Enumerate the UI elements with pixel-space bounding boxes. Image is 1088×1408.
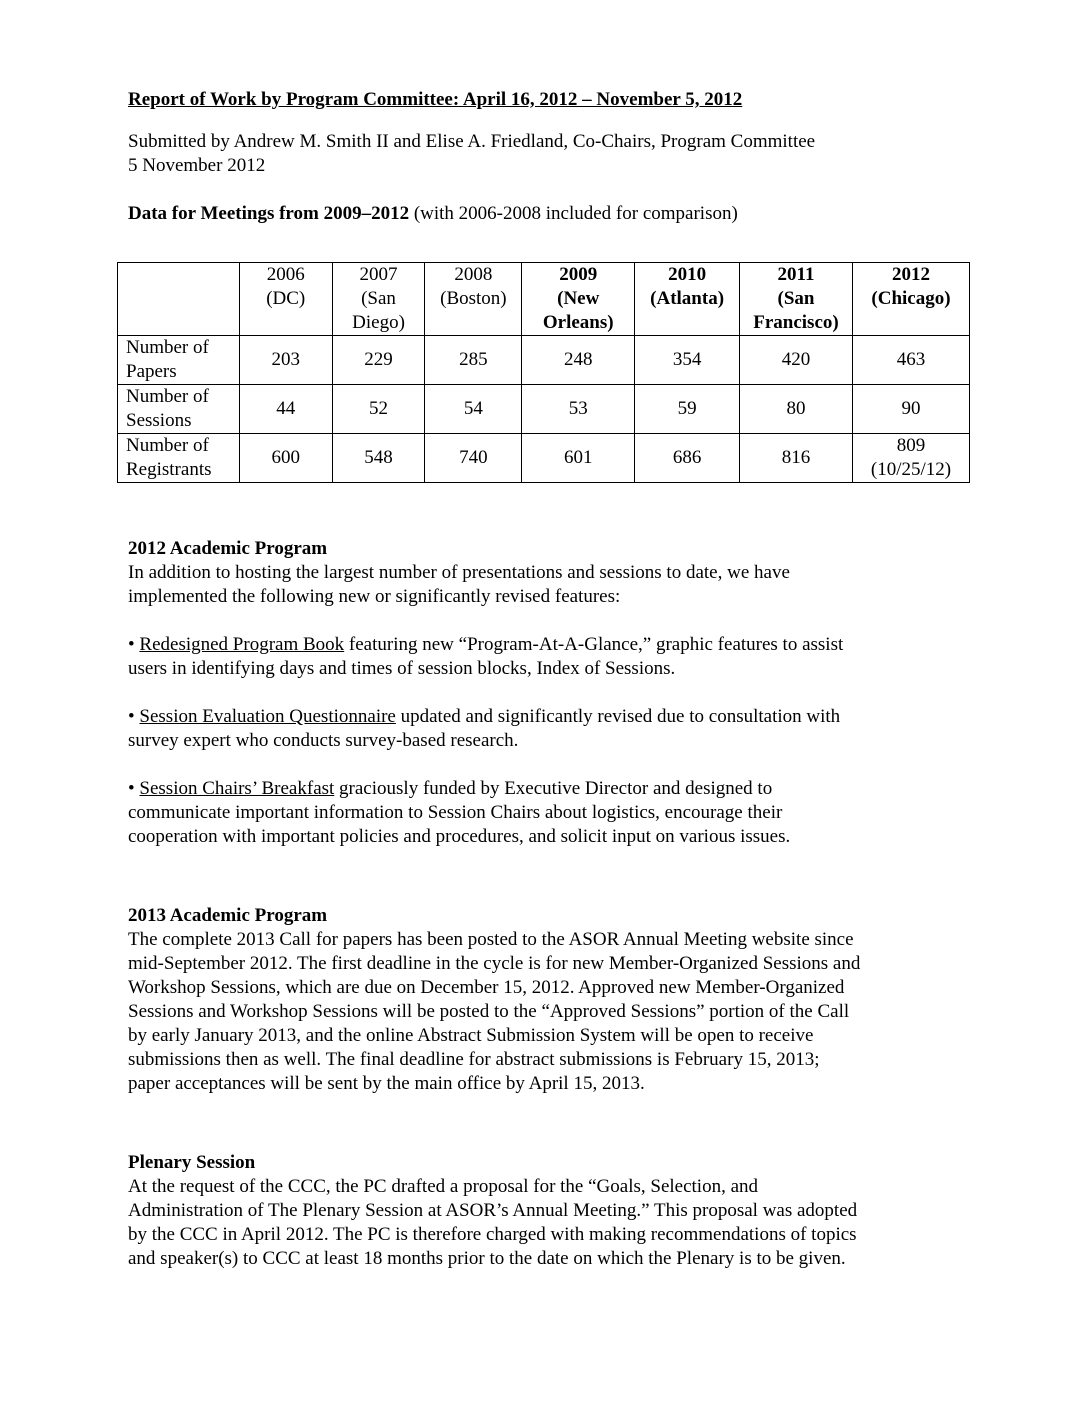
section-2013-program — [128, 904, 968, 1096]
table-cell: 53 — [522, 385, 635, 434]
bullet-line: survey expert who conducts survey-based research. — [128, 730, 519, 751]
header-year: 2012 — [891, 264, 930, 285]
section-2012-program — [128, 537, 968, 849]
table-cell: 59 — [635, 385, 740, 434]
row-label: Number of Papers — [118, 336, 240, 385]
bullet-link[interactable]: Session Evaluation Questionnaire — [139, 706, 396, 727]
table-cell: 548 — [332, 434, 425, 483]
table-header-row — [118, 263, 970, 336]
header-col-2007 — [332, 263, 425, 336]
table-cell: 229 — [332, 336, 425, 385]
bullet-chairs-breakfast — [128, 777, 968, 849]
header-year: 2009 — [559, 264, 598, 285]
header-year: 2007 — [359, 264, 398, 285]
paragraph-line: implemented the following new or significantly revised features: — [128, 586, 621, 607]
bullet-line: • Session Chairs’ Breakfast graciously funded by Executive Director and designed to — [128, 778, 773, 799]
header-col-2010 — [635, 263, 740, 336]
table-cell: 90 — [852, 385, 969, 434]
header-col-2008 — [425, 263, 522, 336]
row-label: Number of Registrants — [118, 434, 240, 483]
header-col-2012 — [852, 263, 969, 336]
report-date: 5 November 2012 — [128, 155, 266, 176]
paragraph-line: and speaker(s) to CCC at least 18 months prior to the date on which the Plenary is to be given. — [128, 1248, 846, 1269]
table-cell: 52 — [332, 385, 425, 434]
bullet-text: updated and significantly revised due to consultation with — [395, 706, 841, 727]
header-place: (New Orleans) — [542, 288, 614, 333]
table-cell: 601 — [522, 434, 635, 483]
table-cell: 816 — [740, 434, 853, 483]
paragraph-line: mid-September 2012. The first deadline in the cycle is for new Member-Organized Sessions and — [128, 953, 861, 974]
header-col-2009 — [522, 263, 635, 336]
table-cell: 354 — [635, 336, 740, 385]
paragraph-line: submissions then as well. The final deadline for abstract submissions is February 15, 2013; — [128, 1049, 820, 1070]
row-label: Number of Sessions — [118, 385, 240, 434]
bullet-program-book — [128, 633, 968, 681]
submitted-by: Submitted by Andrew M. Smith II and Elise A. Friedland, Co-Chairs, Program Committee — [128, 131, 816, 152]
paragraph-line: Workshop Sessions, which are due on December 15, 2012. Approved new Member-Organized — [128, 977, 845, 998]
bullet-line: communicate important information to Session Chairs about logistics, encourage their — [128, 802, 783, 823]
header-place: (DC) — [266, 288, 306, 309]
table-cell: 463 — [852, 336, 969, 385]
table-row-registrants — [118, 434, 970, 483]
paragraph-line: paper acceptances will be sent by the main office by April 15, 2013. — [128, 1073, 645, 1094]
table-cell: 54 — [425, 385, 522, 434]
header-year: 2011 — [777, 264, 815, 285]
data-heading-rest: (with 2006-2008 included for comparison) — [409, 203, 738, 224]
data-heading-bold: Data for Meetings from 2009–2012 — [128, 203, 410, 224]
header-col-2006 — [239, 263, 332, 336]
section-heading: 2013 Academic Program — [128, 905, 328, 926]
bullet-link[interactable]: Redesigned Program Book — [139, 634, 345, 655]
table-cell: 600 — [239, 434, 332, 483]
paragraph-line: The complete 2013 Call for papers has been posted to the ASOR Annual Meeting website since — [128, 929, 854, 950]
paragraph-line: Administration of The Plenary Session at ASOR’s Annual Meeting.” This proposal was adopted — [128, 1200, 858, 1221]
table-cell: 203 — [239, 336, 332, 385]
paragraph-line: by early January 2013, and the online Abstract Submission System will be open to receive — [128, 1025, 814, 1046]
bullet-line: users in identifying days and times of session blocks, Index of Sessions. — [128, 658, 676, 679]
section-heading: 2012 Academic Program — [128, 538, 328, 559]
table-cell: 285 — [425, 336, 522, 385]
section-heading: Plenary Session — [128, 1152, 256, 1173]
bullet-text: featuring new “Program-At-A-Glance,” graphic features to assist — [344, 634, 844, 655]
bullet-line: • Session Evaluation Questionnaire updated and significantly revised due to consultation with — [128, 706, 841, 727]
paragraph-line: Sessions and Workshop Sessions will be posted to the “Approved Sessions” portion of the Call — [128, 1001, 850, 1022]
table-cell: 420 — [740, 336, 853, 385]
table-row-sessions — [118, 385, 970, 434]
header-place: (San Francisco) — [753, 288, 839, 333]
header-place: (Chicago) — [871, 288, 951, 309]
header-place: (San Diego) — [352, 288, 405, 333]
report-header — [128, 88, 968, 226]
header-col-2011 — [740, 263, 853, 336]
report-title: Report of Work by Program Committee: April 16, 2012 – November 5, 2012 — [128, 89, 743, 110]
paragraph-line: by the CCC in April 2012. The PC is therefore charged with making recommendations of topics — [128, 1224, 857, 1245]
table-row-papers — [118, 336, 970, 385]
header-year: 2008 — [454, 264, 493, 285]
section-plenary — [128, 1151, 968, 1271]
bullet-line: cooperation with important policies and procedures, and solicit input on various issues. — [128, 826, 791, 847]
bullet-line: • Redesigned Program Book featuring new “Program-At-A-Glance,” graphic features to assist — [128, 634, 844, 655]
table-cell: 80 — [740, 385, 853, 434]
table-cell: 686 — [635, 434, 740, 483]
header-year: 2006 — [266, 264, 305, 285]
bullet-evaluation-questionnaire — [128, 705, 968, 753]
meetings-data-table — [117, 262, 970, 483]
header-empty-cell — [118, 263, 240, 336]
table-cell: 740 — [425, 434, 522, 483]
paragraph-line: At the request of the CCC, the PC drafted a proposal for the “Goals, Selection, and — [128, 1176, 759, 1197]
table-cell: 809 (10/25/12) — [852, 434, 969, 483]
header-place: (Atlanta) — [650, 288, 725, 309]
table-cell: 44 — [239, 385, 332, 434]
data-heading — [128, 202, 968, 226]
header-place: (Boston) — [440, 288, 507, 309]
bullet-link[interactable]: Session Chairs’ Breakfast — [139, 778, 335, 799]
header-year: 2010 — [668, 264, 707, 285]
bullet-text: graciously funded by Executive Director and designed to — [334, 778, 773, 799]
table-cell: 248 — [522, 336, 635, 385]
paragraph-line: In addition to hosting the largest number of presentations and sessions to date, we have — [128, 562, 790, 583]
